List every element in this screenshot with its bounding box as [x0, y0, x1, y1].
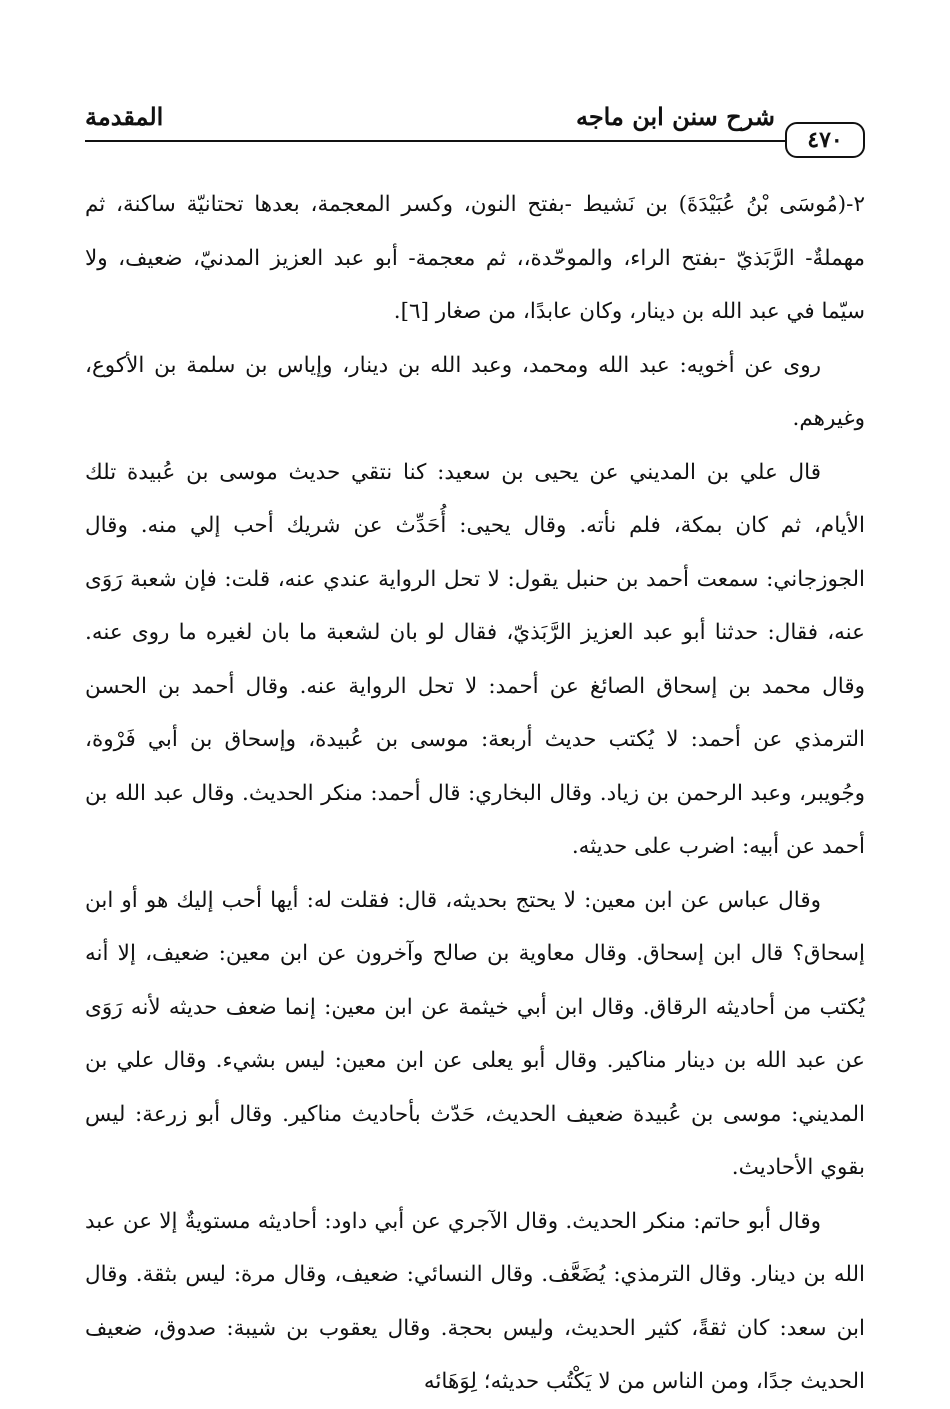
paragraph-biography: ٢-(مُوسَى بْنُ عُبَيْدَةَ) بن نَشيط -بفتح النون، وكسر المعجمة، بعدها تحتانيّة ساكنة، ثم مهملةٌ- الرَّبَذيّ -بفتح الراء، والموحّدة،، ثم معجمة- أبو عبد العزيز المدنيّ، ضعيف، ولا سيّما في عبد الله بن دينار، وكان عابدًا، من صغار [٦].: [85, 192, 865, 324]
section-title: المقدمة: [85, 102, 164, 131]
paragraph-criticism-abu-hatim: وقال أبو حاتم: منكر الحديث. وقال الآجري عن أبي داود: أحاديثه مستويةٌ إلا عن عبد الله بن دينار. وقال الترمذي: يُضَعَّف. وقال النسائي: ضعيف، وقال مرة: ليس بثقة. وقال ابن سعد: كان ثقةً، كثير الحديث، وليس بحجة. وقال يعقوب بن شيبة: صدوق، ضعيف الحديث جدًا، ومن الناس من لا يَكْتُب حديثه؛ لِوَهَائه: [85, 1208, 865, 1394]
page-body: [85, 178, 865, 1409]
paragraph-criticism-ahmad: قال علي بن المديني عن يحيى بن سعيد: كنا نتقي حديث موسى بن عُبيدة تلك الأيام، ثم كان بمكة، فلم نأته. وقال يحيى: أُحَدِّث عن شريك أحب إلي منه. وقال الجوزجاني: سمعت أحمد بن حنبل يقول: لا تحل الرواية عندي عنه، قلت: فإن شعبة رَوَى عنه، فقال: حدثنا أبو عبد العزيز الرَّبَذيّ، فقال لو بان لشعبة ما بان لغيره ما روى عنه. وقال محمد بن إسحاق الصائغ عن أحمد: لا تحل الرواية عنه. وقال أحمد بن الحسن الترمذي عن أحمد: لا يُكتب حديث أربعة: موسى بن عُبيدة، وإسحاق بن أبي فَرْوة، وجُويبر، وعبد الرحمن بن زياد. وقال البخاري: قال أحمد: منكر الحديث. وقال عبد الله بن أحمد عن أبيه: اضرب على حديثه.: [85, 459, 865, 859]
book-title: شرح سنن ابن ماجه: [575, 102, 775, 131]
page-number-box: ٤٧٠: [785, 122, 865, 158]
paragraph-criticism-ibn-maeen: وقال عباس عن ابن معين: لا يحتج بحديثه، قال: فقلت له: أيها أحب إليك هو أو ابن إسحاق؟ قال ابن إسحاق. وقال معاوية بن صالح وآخرون عن ابن معين: ضعيف، إلا أنه يُكتب من أحاديثه الرقاق. وقال ابن أبي خيثمة عن ابن معين: إنما ضعف حديثه لأنه رَوَى عن عبد الله بن دينار مناكير. وقال أبو يعلى عن ابن معين: ليس بشيء. وقال علي بن المديني: موسى بن عُبيدة ضعيف الحديث، حَدّث بأحاديث مناكير. وقال أبو زرعة: ليس بقوي الأحاديث.: [85, 887, 865, 1180]
header-divider: [85, 140, 795, 142]
page-header: [85, 100, 865, 156]
paragraph-narrated-from: روى عن أخويه: عبد الله ومحمد، وعبد الله بن دينار، وإياس بن سلمة بن الأكوع، وغيرهم.: [85, 352, 865, 431]
